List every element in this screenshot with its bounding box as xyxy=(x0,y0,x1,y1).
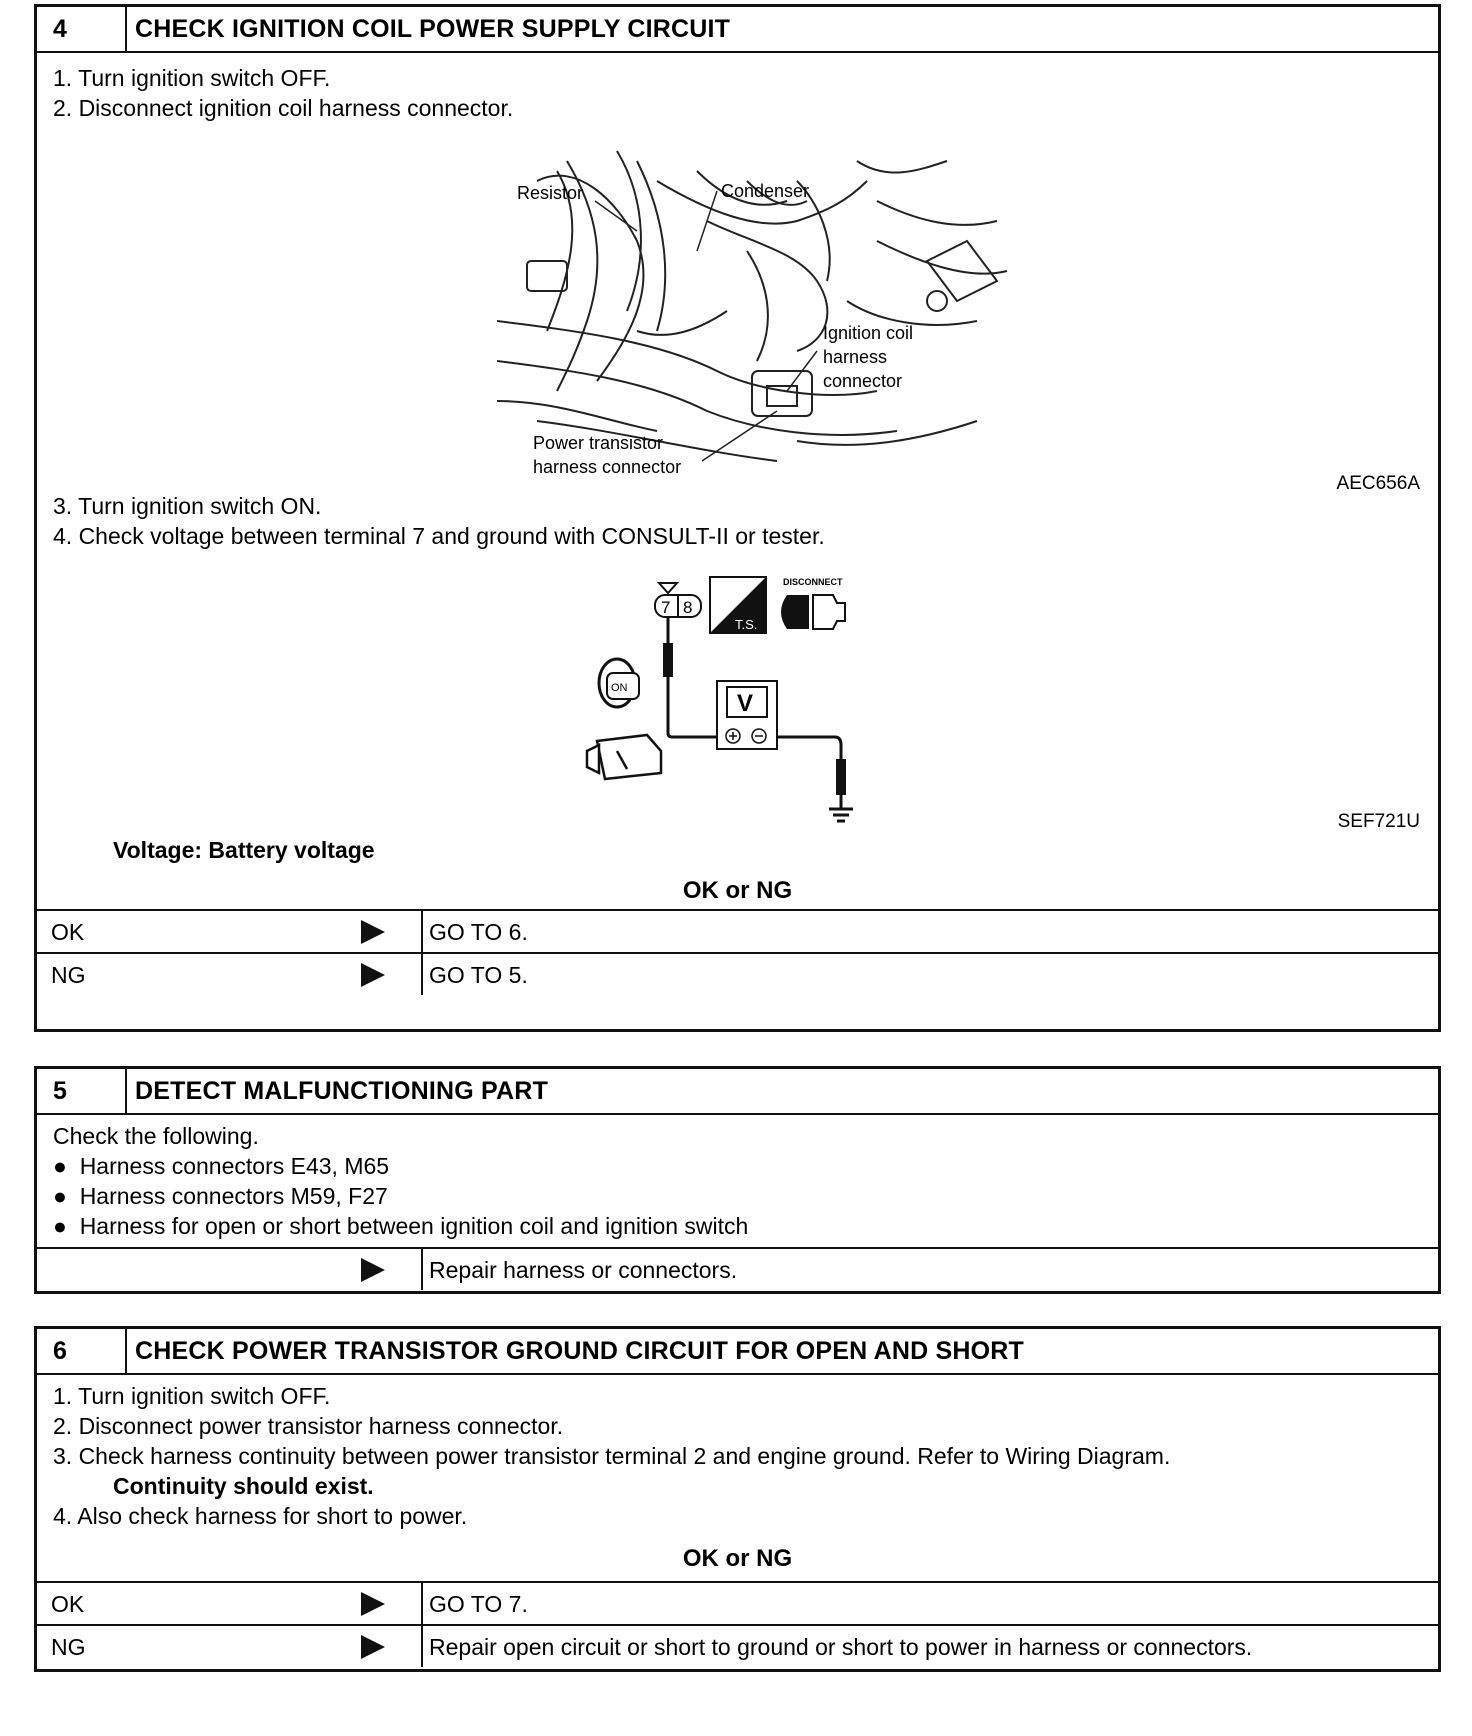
result-action: GO TO 5. xyxy=(429,962,528,988)
instruction-3: 3. Check harness continuity between power transistor terminal 2 and engine ground. Refer to Wiring Diagram. xyxy=(53,1443,1171,1469)
result-action: Repair harness or connectors. xyxy=(429,1257,738,1283)
instruction-1: 1. Turn ignition switch OFF. xyxy=(53,1383,331,1409)
result-row-ng xyxy=(37,952,1438,995)
step-4-box xyxy=(34,4,1441,1032)
terminal-7: 7 xyxy=(661,598,671,617)
ts-icon xyxy=(710,577,766,633)
engine-illustration xyxy=(497,141,1017,481)
ts-label: T.S. xyxy=(735,617,758,632)
step-4-body xyxy=(37,53,1438,1033)
arrow-right-icon xyxy=(361,1592,385,1616)
step-4-header xyxy=(37,7,1438,53)
label-power-transistor-2: harness connector xyxy=(533,457,682,477)
divider xyxy=(421,1249,423,1290)
bullet-text: Harness for open or short between ignition coil and ignition switch xyxy=(79,1213,749,1239)
instruction-2: 2. Disconnect ignition coil harness connector. xyxy=(53,95,514,121)
continuity-spec: Continuity should exist. xyxy=(113,1473,374,1499)
label-power-transistor-1: Power transistor xyxy=(533,433,664,453)
instruction-4: 4. Also check harness for short to power. xyxy=(53,1503,468,1529)
step-6-header xyxy=(37,1329,1438,1375)
divider xyxy=(421,1626,423,1667)
figure-code-1: AEC656A xyxy=(1336,473,1420,494)
arrow-right-icon xyxy=(361,1258,385,1282)
step-title: CHECK POWER TRANSISTOR GROUND CIRCUIT FOR OPEN AND SHORT xyxy=(135,1336,1024,1365)
step-5-box xyxy=(34,1066,1441,1294)
label-condenser: Condenser xyxy=(721,181,810,201)
divider xyxy=(421,911,423,952)
step-title: DETECT MALFUNCTIONING PART xyxy=(135,1076,549,1105)
result-key: NG xyxy=(51,962,86,988)
voltmeter-icon xyxy=(717,681,777,749)
key-label: ON xyxy=(611,682,628,694)
instruction-1: 1. Turn ignition switch OFF. xyxy=(53,65,331,91)
instruction-4: 4. Check voltage between terminal 7 and ground with CONSULT-II or tester. xyxy=(53,523,825,549)
disconnect-label: DISCONNECT xyxy=(783,577,843,587)
label-ignition-coil-3: connector xyxy=(823,371,903,391)
engine-icon xyxy=(587,735,661,779)
bullet-item: ● Harness connectors E43, M65 xyxy=(53,1153,390,1179)
arrow-right-icon xyxy=(361,1635,385,1659)
step-6-body xyxy=(37,1375,1438,1671)
label-ignition-coil-2: harness xyxy=(823,347,888,367)
check-intro: Check the following. xyxy=(53,1123,259,1149)
result-row xyxy=(37,1247,1438,1290)
bullet-text: Harness connectors E43, M65 xyxy=(79,1153,390,1179)
step-5-header xyxy=(37,1069,1438,1115)
label-resistor: Resistor xyxy=(517,183,584,203)
result-key: NG xyxy=(51,1634,86,1660)
result-action: Repair open circuit or short to ground or short to power in harness or connectors. xyxy=(429,1634,1253,1660)
result-action: GO TO 6. xyxy=(429,919,528,945)
result-row-ng xyxy=(37,1624,1438,1667)
result-key: OK xyxy=(51,1591,85,1617)
disconnect-icon xyxy=(781,577,845,629)
instruction-3: 3. Turn ignition switch ON. xyxy=(53,493,322,519)
step-number: 5 xyxy=(37,1069,127,1113)
voltmeter-label: V xyxy=(737,690,754,717)
voltage-test-diagram xyxy=(577,573,937,853)
result-action: GO TO 7. xyxy=(429,1591,528,1617)
ok-or-ng-label: OK or NG xyxy=(682,1545,793,1572)
step-number: 6 xyxy=(37,1329,127,1373)
instruction-2: 2. Disconnect power transistor harness connector. xyxy=(53,1413,564,1439)
result-key: OK xyxy=(51,919,85,945)
step-5-body xyxy=(37,1115,1438,1293)
divider xyxy=(421,1583,423,1624)
label-ignition-coil-1: Ignition coil xyxy=(823,323,914,343)
bullet-text: Harness connectors M59, F27 xyxy=(79,1183,388,1209)
ok-or-ng-label: OK or NG xyxy=(682,877,793,904)
terminal-8: 8 xyxy=(683,598,693,617)
step-6-box xyxy=(34,1326,1441,1672)
ignition-key-icon xyxy=(599,659,639,707)
arrow-right-icon xyxy=(361,963,385,987)
step-number: 4 xyxy=(37,7,127,51)
result-row-ok xyxy=(37,909,1438,952)
arrow-right-icon xyxy=(361,920,385,944)
divider xyxy=(421,954,423,995)
figure-code-2: SEF721U xyxy=(1337,811,1420,832)
bullet-item: ● Harness for open or short between ignition coil and ignition switch xyxy=(53,1213,749,1239)
bullet-item: ● Harness connectors M59, F27 xyxy=(53,1183,388,1209)
result-row-ok xyxy=(37,1581,1438,1624)
step-title: CHECK IGNITION COIL POWER SUPPLY CIRCUIT xyxy=(135,14,731,43)
voltage-spec: Voltage: Battery voltage xyxy=(113,837,375,863)
